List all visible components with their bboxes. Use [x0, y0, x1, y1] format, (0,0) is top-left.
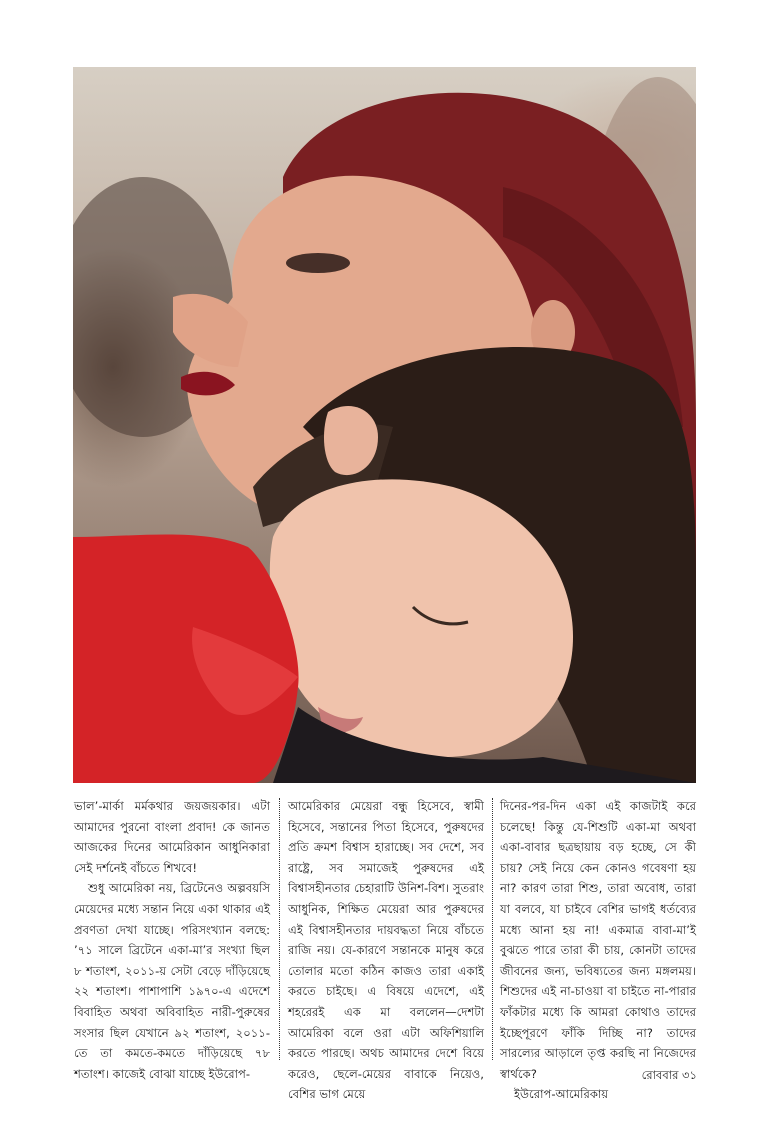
photo-illustration	[73, 67, 696, 783]
article-column-2	[288, 796, 484, 1105]
column-divider	[492, 798, 493, 1060]
article-column-3	[500, 796, 696, 1105]
mother-child-photo	[73, 67, 696, 783]
paragraph: ইউরোপ-আমেরিকায়	[514, 1087, 609, 1102]
paragraph: আমেরিকার মেয়েরা বন্ধু হিসেবে, স্বামী হিসেবে, সন্তানের পিতা হিসেবে, পুরুষদের প্রতি ক্রমশ বিশ্বাস হারাচ্ছে। সব দেশে, সব রাষ্ট্রে, সব সমাজেই পুরুষদের এই বিশ্বাসহীনতার চেহারাটি উনিশ-বিশ। সুতরাং আধুনিক, শিক্ষিত মেয়েরা আর পুরুষদের এই বিশ্বাসহীনতার দায়বদ্ধতা নিয়ে বাঁচতে রাজি নয়। যে-কারণে সন্তানকে মানুষ করে তোলার মতো কঠিন কাজও তারা একাই করতে চাইছে। এ বিষয়ে এদেশে, এই শহরেরই এক মা বললেন—দেশটা আমেরিকা বলে ওরা এটা অফিশিয়ালি করতে পারছে। অথচ আমাদের দেশে বিয়ে করেও, ছেলে-মেয়ের বাবাকে নিয়েও, বেশির ভাগ মেয়ে	[288, 799, 484, 1102]
paragraph: ভাল’-মার্কা মর্মকথার জয়জয়কার। এটা আমাদের পুরনো বাংলা প্রবাদ! কে জানত আজকের দিনের আমেরিকান আধুনিকারা সেই দর্শনেই বাঁচতে শিখবে!	[74, 799, 270, 875]
page-folio: রোববার ৩১	[641, 1068, 697, 1082]
column-divider	[279, 798, 280, 1060]
article-column-1	[74, 796, 270, 1084]
paragraph: শুধু আমেরিকা নয়, ব্রিটেনেও অল্পবয়সি মেয়েদের মধ্যে সন্তান নিয়ে একা থাকার এই প্রবণতা দেখা যাচ্ছে। পরিসংখ্যান বলছে: ’৭১ সালে ব্রিটেনে একা-মা’র সংখ্যা ছিল ৮ শতাংশ, ২০১১-য় সেটা বেড়ে দাঁড়িয়েছে ২২ শতাংশ। পাশাপাশি ১৯৭০-এ এদেশে বিবাহিত অথবা অবিবাহিত নারী-পুরুষের সংসার ছিল যেখানে ৯২ শতাংশ, ২০১১-তে তা কমতে-কমতে দাঁড়িয়েছে ৭৮ শতাংশ। কাজেই বোঝা যাচ্ছে ইউরোপ-	[74, 881, 270, 1081]
paragraph: দিনের-পর-দিন একা এই কাজটাই করে চলেছে! কিন্তু যে-শিশুটি একা-মা অথবা একা-বাবার ছত্রছায়ায় বড় হচ্ছে, সে কী চায়? সেই নিয়ে কেন কোনও গবেষণা হয় না? কারণ তারা শিশু, তারা অবোধ, তারা যা বলবে, যা চাইবে বেশির ভাগই ধর্তব্যের মধ্যে আনা হয় না! একমাত্র বাবা-মা’ই বুঝতে পারে তারা কী চায়, কোনটা তাদের জীবনের জন্য, ভবিষ্যতের জন্য মঙ্গলময়। শিশুদের এই না-চাওয়া বা চাইতে না-পারার ফাঁকটার মধ্যে কি আমরা কোথাও তাদের ইচ্ছেপূরণে ফাঁকি দিচ্ছি না? তাদের সারল্যের আড়ালে তৃপ্ত করছি না নিজেদের স্বার্থকে?	[500, 799, 696, 1081]
